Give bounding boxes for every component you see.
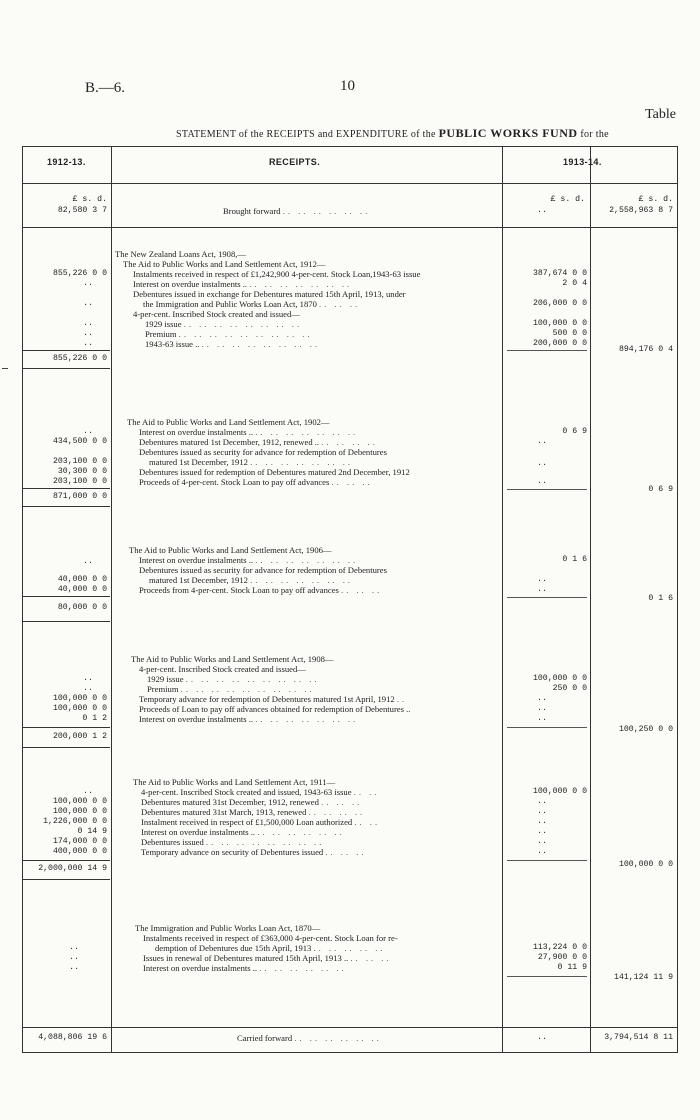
section5-left-value: 0 14 9 (77, 827, 107, 836)
row-rule (23, 596, 110, 597)
section2-line: Debentures issued for redemption of Debentures matured 2nd December, 1912 (139, 467, 410, 477)
section1-left-total: 855,226 0 0 (52, 354, 107, 363)
column-divider-left (111, 147, 112, 1052)
section2-left-value: 203,100 0 0 (52, 457, 107, 466)
section1-left-value: .. (83, 299, 93, 308)
section6-left-value: .. (69, 963, 79, 972)
section6-line: demption of Debentures due 15th April, 1913 .. .. .. .. .. (155, 943, 386, 953)
subtotal-rule (507, 860, 587, 861)
section5-left-value: 100,000 0 0 (52, 807, 107, 816)
brought-forward-label: Brought forward .. .. .. .. .. .. (223, 206, 371, 216)
section4-left-value: .. (83, 684, 93, 693)
section2-mid-value: 0 6 9 (562, 427, 587, 436)
section6-mid-value: 27,900 0 0 (537, 953, 587, 962)
section5-heading: The Aid to Public Works and Land Settlement Act, 1911— (133, 777, 336, 787)
row-rule (23, 747, 110, 748)
carried-forward-right: 3,794,514 8 11 (604, 1033, 673, 1042)
section5-left-value: .. (83, 787, 93, 796)
currency-unit-right: £ s. d. (638, 195, 673, 204)
section5-line: Instalment received in respect of £1,500,000 Loan authorized .. .. (141, 817, 381, 827)
section6-heading: The Immigration and Public Works Loan Act, 1870— (135, 923, 321, 933)
section4-line: Interest on overdue instalments .. .. .. .. .. .. .. .. (139, 714, 359, 724)
section1-mid-value: 387,674 0 0 (532, 269, 587, 278)
section1-line: Premium .. .. .. .. .. .. .. .. .. (145, 329, 313, 339)
section4-line: 4-per-cent. Inscribed Stock created and issued— (139, 664, 306, 674)
section1-line: the Immigration and Public Works Loan Act, 1870 .. .. .. (143, 299, 361, 309)
column-head-1913-14: 1913-14. (563, 157, 602, 167)
margin-mark (2, 368, 8, 369)
section5-mid-value: .. (537, 797, 547, 806)
section5-left-value: 1,226,000 0 0 (43, 817, 107, 826)
section3-left-value: .. (83, 557, 93, 566)
section3-left-value: 40,000 0 0 (57, 575, 107, 584)
section1-left-value: .. (83, 279, 93, 288)
section2-left-value: 30,300 0 0 (57, 467, 107, 476)
row-rule (23, 488, 110, 489)
section2-left-value: .. (83, 427, 93, 436)
title-suffix: for the (580, 129, 609, 140)
section5-line: 4-per-cent. Inscribed Stock created and issued, 1943-63 issue .. .. (141, 787, 380, 797)
section1-left-value: 855,226 0 0 (52, 269, 107, 278)
title-prefix: STATEMENT of the RECEIPTS and EXPENDITURE of the (176, 129, 436, 140)
section4-line: Temporary advance for redemption of Debentures matured 1st April, 1912 .. (139, 694, 408, 704)
section5-left-total: 2,000,000 14 9 (38, 864, 107, 873)
section3-line: Proceeds from 4-per-cent. Stock Loan to pay off advances .. .. .. (139, 585, 383, 595)
section2-mid-value: .. (537, 477, 547, 486)
row-rule (23, 368, 110, 369)
section1-right-total: 894,176 0 4 (618, 345, 673, 354)
section6-line: Instalments received in respect of £363,000 4-per-cent. Stock Loan for re- (143, 933, 398, 943)
row-rule (23, 350, 110, 351)
section4-mid-value: 250 0 0 (552, 684, 587, 693)
section3-mid-value: 0 1 6 (562, 555, 587, 564)
section2-line: Proceeds of 4-per-cent. Stock Loan to pay off advances .. .. .. (139, 477, 373, 487)
section4-left-total: 200,000 1 2 (52, 732, 107, 741)
section6-right-total: 141,124 11 9 (614, 973, 673, 982)
currency-unit-left: £ s. d. (72, 195, 107, 204)
section5-line: Temporary advance on security of Debentures issued .. .. .. (141, 847, 367, 857)
section1-mid-value: 200,000 0 0 (532, 339, 587, 348)
section3-mid-value: .. (537, 585, 547, 594)
subtotal-rule (507, 597, 587, 598)
row-rule (23, 860, 110, 861)
section4-mid-value: .. (537, 714, 547, 723)
column-head-receipts: RECEIPTS. (269, 157, 321, 167)
section4-left-value: .. (83, 674, 93, 683)
section5-left-value: 100,000 0 0 (52, 797, 107, 806)
section6-left-value: .. (69, 943, 79, 952)
row-rule (23, 727, 110, 728)
section6-line: Issues in renewal of Debentures matured 15th April, 1913 .. .. .. .. (143, 953, 392, 963)
section1-mid-value: 500 0 0 (552, 329, 587, 338)
section1-left-value: .. (83, 329, 93, 338)
section1-line: 1943-63 issue .. .. .. .. .. .. .. .. .. (145, 339, 321, 349)
section3-left-total: 80,000 0 0 (57, 603, 107, 612)
section2-line: Debentures issued as security for advance for redemption of Debentures (139, 447, 387, 457)
section5-left-value: 400,000 0 0 (52, 847, 107, 856)
section1-line: Instalments received in respect of £1,242,900 4-per-cent. Stock Loan,1943-63 issue (133, 269, 421, 279)
section6-left-value: .. (69, 953, 79, 962)
header-rule (23, 183, 677, 184)
statement-title (176, 126, 609, 141)
section4-mid-value: .. (537, 704, 547, 713)
carried-forward-mid: .. (537, 1033, 547, 1042)
table-label: Table (645, 107, 676, 122)
section3-line: Debentures issued as security for advance for redemption of Debentures (139, 565, 387, 575)
section4-line: Premium .. .. .. .. .. .. .. .. .. (147, 684, 315, 694)
subtotal-rule (507, 350, 587, 351)
page-number: 10 (340, 78, 355, 94)
section5-mid-value: 100,000 0 0 (532, 787, 587, 796)
section2-heading: The Aid to Public Works and Land Settlement Act, 1902— (127, 417, 330, 427)
section1-mid-value: 206,000 0 0 (532, 299, 587, 308)
brought-forward-left: 82,580 3 7 (57, 206, 107, 215)
section4-mid-value: .. (537, 694, 547, 703)
subtotal-rule (507, 976, 587, 977)
section5-line: Debentures matured 31st December, 1912, renewed .. .. .. (141, 797, 363, 807)
section5-mid-value: .. (537, 807, 547, 816)
section4-line: 1929 issue .. .. .. .. .. .. .. .. .. (147, 674, 320, 684)
section4-line: Proceeds of Loan to pay off advances obtained for redemption of Debentures .. (139, 704, 411, 714)
receipts-table (22, 146, 678, 1053)
section3-line: Interest on overdue instalments .. .. .. .. .. .. .. .. (139, 555, 359, 565)
subtotal-rule (507, 489, 587, 490)
section5-left-value: 174,000 0 0 (52, 837, 107, 846)
section4-left-value: 100,000 0 0 (52, 694, 107, 703)
section4-mid-value: 100,000 0 0 (532, 674, 587, 683)
title-fund: PUBLIC WORKS FUND (438, 126, 578, 140)
row-rule (23, 621, 110, 622)
section4-heading: The Aid to Public Works and Land Settlement Act, 1908— (131, 654, 334, 664)
section2-left-value: 203,100 0 0 (52, 477, 107, 486)
section1-line: Debentures issued in exchange for Debentures matured 15th April, 1913, under (133, 289, 406, 299)
section2-mid-value: .. (537, 459, 547, 468)
section1-left-value: .. (83, 319, 93, 328)
section5-line: Interest on overdue instalments .. .. .. .. .. .. .. (141, 827, 345, 837)
section4-left-value: 100,000 0 0 (52, 704, 107, 713)
section6-mid-value: 0 11 9 (557, 963, 587, 972)
subtotal-rule (507, 727, 587, 728)
section3-mid-value: .. (537, 575, 547, 584)
document-reference: B.—6. (85, 80, 126, 96)
column-divider-right (590, 147, 591, 1052)
column-divider-mid (502, 147, 503, 1052)
section5-line: Debentures issued .. .. .. .. .. .. .. .. (141, 837, 325, 847)
section3-heading: The Aid to Public Works and Land Settlement Act, 1906— (129, 545, 332, 555)
section5-mid-value: .. (537, 837, 547, 846)
section2-line: Debentures matured 1st December, 1912, renewed .. .. .. .. .. (139, 437, 378, 447)
section2-right-total: 0 6 9 (648, 485, 673, 494)
carried-forward-label: Carried forward .. .. .. .. .. .. (237, 1033, 382, 1043)
section2-mid-value: .. (537, 437, 547, 446)
section2-left-value: 434,500 0 0 (52, 437, 107, 446)
section1-mid-value: 100,000 0 0 (532, 319, 587, 328)
section4-left-value: 0 1 2 (82, 714, 107, 723)
brought-forward-mid: .. (537, 206, 547, 215)
currency-unit-mid: £ s. d. (550, 195, 585, 204)
brought-forward-right: 2,558,963 8 7 (609, 206, 673, 215)
section1-subheading: The Aid to Public Works and Land Settlement Act, 1912— (123, 259, 326, 269)
section5-mid-value: .. (537, 847, 547, 856)
column-head-1912-13: 1912-13. (47, 157, 86, 167)
row-rule (23, 506, 110, 507)
section6-line: Interest on overdue instalments .. .. .. .. .. .. .. (143, 963, 347, 973)
section5-mid-value: .. (537, 817, 547, 826)
section5-mid-value: .. (537, 827, 547, 836)
section1-mid-value: 2 0 4 (562, 279, 587, 288)
section2-left-total: 871,000 0 0 (52, 492, 107, 501)
section5-line: Debentures matured 31st March, 1913, renewed .. .. .. .. (141, 807, 366, 817)
carried-forward-rule (23, 1027, 677, 1028)
section6-mid-value: 113,224 0 0 (532, 943, 587, 952)
section1-line: 4-per-cent. Inscribed Stock created and issued— (133, 309, 300, 319)
section1-left-value: .. (83, 339, 93, 348)
row-rule (23, 879, 110, 880)
section5-right-total: 100,000 0 0 (618, 860, 673, 869)
section3-line: matured 1st December, 1912 .. .. .. .. .. .. .. (149, 575, 354, 585)
section2-line: Interest on overdue instalments .. .. .. .. .. .. .. .. (139, 427, 359, 437)
carried-forward-left: 4,088,806 19 6 (38, 1033, 107, 1042)
section1-line: 1929 issue .. .. .. .. .. .. .. .. (145, 319, 303, 329)
section3-right-total: 0 1 6 (648, 594, 673, 603)
row-rule (23, 227, 677, 228)
section2-line: matured 1st December, 1912 .. .. .. .. .. .. .. (149, 457, 354, 467)
section4-right-total: 100,250 0 0 (618, 725, 673, 734)
section3-left-value: 40,000 0 0 (57, 585, 107, 594)
section1-heading: The New Zealand Loans Act, 1908,— (115, 249, 247, 259)
section1-line: Interest on overdue instalments .. .. .. .. .. .. .. .. (133, 279, 353, 289)
